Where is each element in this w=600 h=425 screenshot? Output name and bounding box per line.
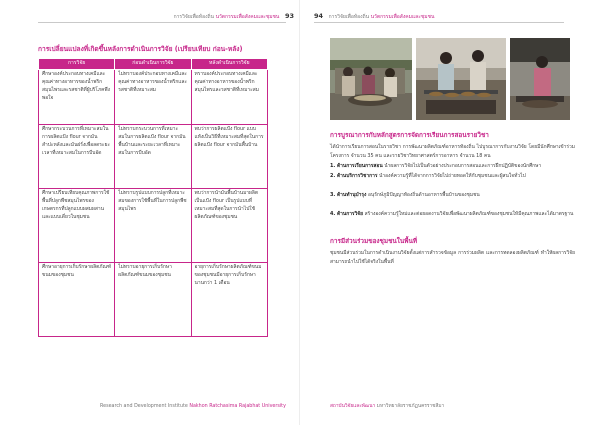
list-item [330,172,575,181]
table-cell: ศึกษาอายุการเก็บรักษาผลิตภัณฑ์ขนมของชุมชน [39,263,115,337]
footer-highlight: สถาบันวิจัยและพัฒนา [330,404,376,409]
item-label: 2. ด้านบริการวิชาการ [330,173,378,179]
photo-grilling-fish [416,38,506,120]
right-page [300,0,600,425]
header-text: การวิจัยเพื่อท้องถิ่น [173,14,214,20]
table-row [39,189,268,263]
paragraph-integration: ได้นำการเรียนการสอนในรายวิชา การพัฒนาผลิตภัณฑ์อาหารท้องถิ่น ไปบูรณาการกับงานวิจัย โดยมีนักศึกษาเข้าร่วมโครงการ จำนวน 35 คน และรายวิชาวิทยาศาสตร์การอาหาร จำนวน 18 คน [330,144,575,159]
list-item [330,191,575,200]
item-label: 4. ด้านการวิจัย [330,211,364,217]
item-label: 1. ด้านการเรียนการสอน [330,163,383,169]
header-rule [314,22,564,23]
header-rule [38,22,286,23]
heading-community-participation: การมีส่วนร่วมของชุมชนในพื้นที่ [330,237,418,245]
left-footer [100,403,286,410]
footer-highlight: Nakhon Ratchasima Rajabhat University [189,404,286,409]
header-highlight: นวัตกรรมเพื่อสังคมและชุมชน [370,14,435,20]
table-row [39,70,268,125]
footer-text: Research and Development Institute [100,404,188,409]
footer-text: มหาวิทยาลัยราชภัฏนครราชสีมา [376,404,445,409]
table-cell: ศึกษากระบวนการที่เหมาะสมในการผลิตแป้ง flour จากมันสำปะหลังและมันฝรั่งเพื่อลดระยะเวลาที่เหมาะสมในการบีบอัด [39,125,115,189]
column-header: การวิจัย [39,59,115,70]
right-footer [330,403,444,410]
heading-curriculum-integration: การบูรณาการกับหลักสูตรการจัดการเรียนการสอนรายวิชา [330,131,489,139]
right-running-header [314,11,434,22]
list-item [330,210,575,219]
table-row [39,263,268,337]
table-cell: ศึกษาองค์ประกอบทางเคมีและคุณค่าทางอาหารของน้ำพริกสมุนไพรและรสชาติที่ผู้บริโภคพึงพอใจ [39,70,115,125]
column-header: หลังดำเนินการวิจัย [191,59,268,70]
left-running-header [174,11,294,22]
page-number: 94 [314,12,324,20]
table-cell: ไม่ทราบกระบวนการที่เหมาะสมในการผลิตแป้ง flour จากมันพื้นบ้านและระยะเวลาที่เหมาะสมในการบีบอัด [115,125,191,189]
table-cell: ไม่ทราบอายุการเก็บรักษาผลิตภัณฑ์ขนมของชุมชน [115,263,191,337]
header-text: การวิจัยเพื่อท้องถิ่น [328,14,370,20]
table-cell: อายุการเก็บรักษาผลิตภัณฑ์ขนมของชุมชนมีอายุการเก็บรักษานานกว่า 1 เดือน [191,263,268,337]
photo-woman-cooking [510,38,570,120]
table-header-row [39,59,268,70]
item-text: สร้างองค์ความรู้ใหม่และต่อยอดงานวิจัยเพื่อพัฒนาผลิตภัณฑ์ของชุมชนให้มีคุณภาพและได้มาตรฐาน [364,211,574,217]
item-text: นำองค์ความรู้ที่ได้จากการวิจัยไปถ่ายทอดให้กับชุมชนและผู้สนใจทั่วไป [379,173,526,179]
header-highlight: นวัตกรรมเพื่อสังคมและชุมชน [215,14,280,20]
comparison-table [38,58,268,337]
photo-community-cooking [330,38,412,120]
table-row [39,125,268,189]
item-label: 3. ด้านทำนุบำรุง [330,192,367,198]
table-cell: พบว่าการผลิตแป้ง flour แบบแห้งเป็นวิธีที่เหมาะสมที่สุดในการผลิตแป้ง flour จากมันพื้นบ้าน [191,125,268,189]
table-cell: พบว่าการนำมันพื้นบ้านมาผลิตเป็นแป้ง flour เป็นรูปแบบที่เหมาะสมที่สุดในการนำไปใช้ผลิตภัณฑ์ของชุมชน [191,189,268,263]
column-header: ก่อนดำเนินการวิจัย [115,59,191,70]
table-cell: ทราบองค์ประกอบทางเคมีและคุณค่าทางอาหารของน้ำพริกสมุนไพรและรสชาติที่เหมาะสม [191,70,268,125]
paragraph-participation: ชุมชนมีส่วนร่วมในการดำเนินงานวิจัยตั้งแต่การสำรวจข้อมูล การร่วมผลิต และการทดลองผลิตภัณฑ์ ทำให้ผลการวิจัยสามารถนำไปใช้ได้จริงในพื้นที่ [330,250,575,265]
item-text: อนุรักษ์ภูมิปัญญาท้องถิ่นด้านอาหารพื้นบ้านของชุมชน [367,192,480,198]
item-text: นำผลการวิจัยไปเป็นตัวอย่างประกอบการสอนและการฝึกปฏิบัติของนักศึกษา [384,163,542,169]
list-item [330,162,575,171]
table-cell: ศึกษาเปรียบเทียบคุณภาพการใช้พื้นที่ปลูกพืชสมุนไพรของเกษตรกรที่ปลูกแบบผสมผสานและแบบเดี่ยวในชุมชน [39,189,115,263]
page-number: 93 [284,12,294,20]
table-cell: ไม่ทราบรูปแบบการปลูกที่เหมาะสมของการใช้พื้นที่ในการปลูกพืชสมุนไพร [115,189,191,263]
table-cell: ไม่ทราบองค์ประกอบทางเคมีและคุณค่าทางอาหารของน้ำพริกและรสชาติที่เหมาะสม [115,70,191,125]
section-title: การเปลี่ยนแปลงที่เกิดขึ้นหลังการดำเนินการวิจัย (เปรียบเทียบ ก่อน-หลัง) [38,45,243,53]
